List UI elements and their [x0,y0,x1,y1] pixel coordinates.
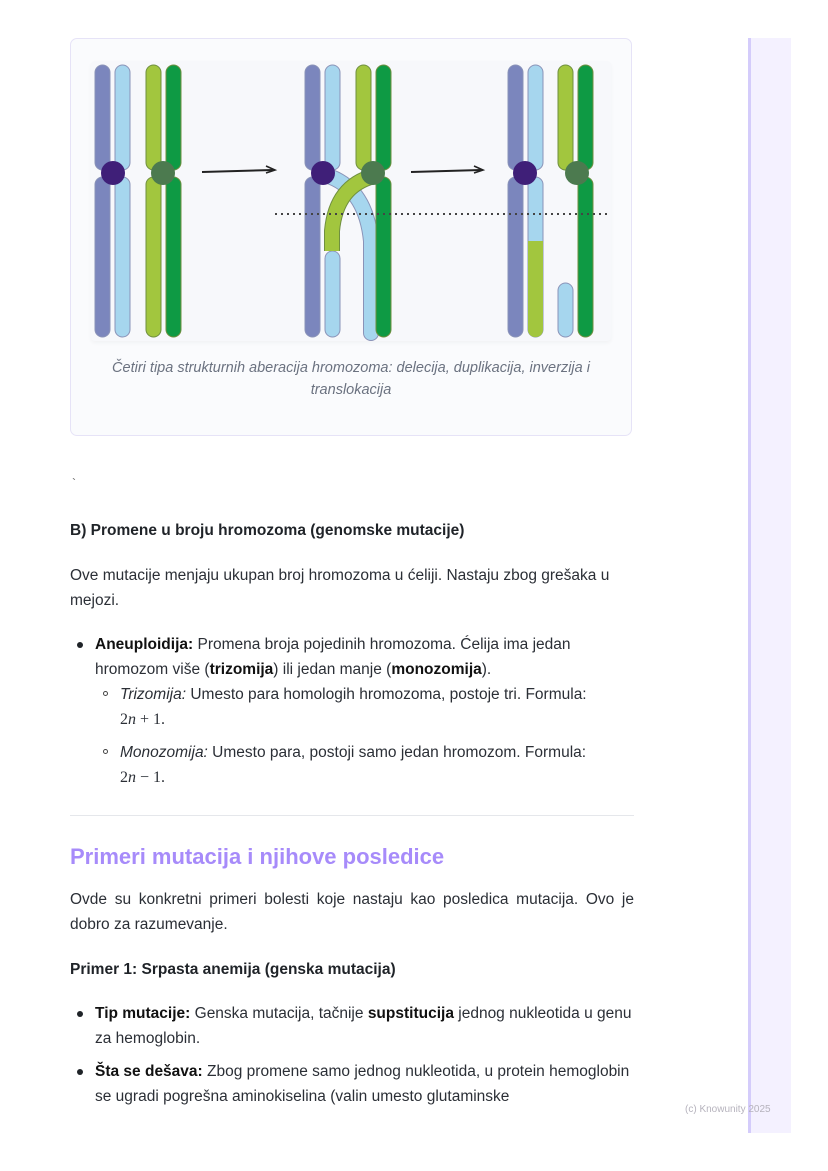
sub-item-trizomija [95,682,634,732]
bold-term: supstitucija [367,1005,454,1022]
item-text: ). [481,661,492,678]
list-item-aneuploidija [70,632,634,790]
item-text: Umesto para, postoji samo jedan hromozom. Formula: [207,744,587,761]
figure-caption: Četiri tipa strukturnih aberacija hromozoma: delecija, duplikacija, inverzija i translokacija [112,360,590,398]
term-label: Aneuploidija: [95,636,194,653]
term-label: Šta se dešava: [95,1063,203,1080]
sub-list [95,682,634,790]
stray-mark: ` [72,476,76,490]
copyright-label: (c) Knowunity 2025 [685,1104,771,1115]
item-text: Genska mutacija, tačnije [190,1005,368,1022]
example1-list [70,1001,634,1117]
section-b-intro: Ove mutacije menjaju ukupan broj hromozoma u ćeliji. Nastaju zbog grešaka u mejozi. [70,567,610,609]
document-content [70,38,634,1105]
item-text: ) ili jedan manje ( [273,661,392,678]
item-text: Zbog promene samo jednog nukleotida, u protein hemoglobin se ugradi pogrešna aminokiselina (valin umesto glutaminske [95,1063,630,1105]
bold-term: trizomija [209,661,274,678]
aneuploidy-list [70,632,634,798]
section-examples-intro: Ovde su konkretni primeri bolesti koje nastaju kao posledica mutacija. Ovo je dobro za razumevanje. [70,891,634,933]
right-margin-strip [748,38,791,1133]
bold-term: monozomija [391,661,482,678]
section-b-heading: B) Promene u broju hromozoma (genomske mutacije) [70,522,465,539]
formula: 2n + 1. [120,711,166,728]
sub-item-monozomija [95,740,634,790]
figure-card [70,38,632,436]
list-item-sta-se-desava [70,1059,634,1109]
item-text: Promena broja pojedinih hromozoma. Ćelija ima jedan hromozom više ( [95,636,571,678]
section-divider [70,815,634,816]
term-label: Trizomija: [120,686,187,703]
term-label: Monozomija: [120,744,208,761]
item-text: Umesto para homologih hromozoma, postoje tri. Formula: [186,686,587,703]
list-item-tip-mutacije [70,1001,634,1051]
example1-heading: Primer 1: Srpasta anemija (genska mutacija) [70,961,396,978]
chromosome-translocation-diagram [91,61,611,341]
section-examples-heading: Primeri mutacija i njihove posledice [70,844,445,869]
formula: 2n − 1. [120,769,166,786]
term-label: Tip mutacije: [95,1005,191,1022]
item-text: jednog nukleotida u genu za hemoglobin. [95,1005,632,1047]
